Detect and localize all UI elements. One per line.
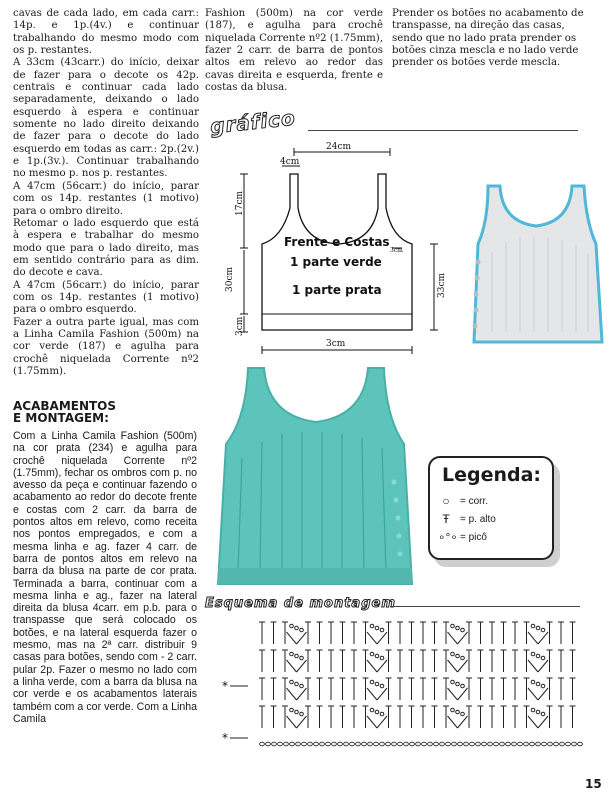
picot-mark	[295, 710, 299, 714]
chain-mark	[380, 742, 385, 746]
dim-3cm-left: 3cm	[235, 316, 245, 336]
picot-mark	[370, 652, 374, 656]
picot-mark	[300, 656, 304, 660]
fan-stroke	[297, 716, 307, 728]
chain-mark	[524, 742, 529, 746]
picot-mark	[451, 708, 455, 712]
chain-mark	[404, 742, 409, 746]
fan-stroke	[377, 688, 387, 700]
grafico-rule	[308, 130, 578, 131]
chain-mark	[272, 742, 277, 746]
fan-stroke	[377, 632, 387, 644]
chain-mark	[398, 742, 403, 746]
section-title	[13, 400, 203, 424]
fan-stroke	[458, 660, 468, 672]
green-top-photo	[208, 362, 422, 590]
legend-item	[438, 494, 488, 508]
picot-mark	[290, 624, 294, 628]
fan-stroke	[297, 632, 307, 644]
chain-mark	[446, 742, 451, 746]
picot-mark	[290, 652, 294, 656]
paragraph: cavas de cada lado, em cada carr.: 14p. e 1p.(4v.) e continuar trabalhando do mesmo modo com os p. restantes.	[13, 8, 199, 57]
chain-mark	[392, 742, 397, 746]
dim-3cm-small: 3cm	[390, 247, 403, 254]
fan-stroke	[287, 660, 297, 672]
picot-icon: ∘°∘	[438, 530, 458, 544]
picot-mark	[456, 682, 460, 686]
fan-stroke	[287, 688, 297, 700]
picot-mark	[300, 712, 304, 716]
grafico-banner: gráfico	[208, 105, 297, 139]
chain-mark	[458, 742, 463, 746]
chain-mark	[566, 742, 571, 746]
picot-mark	[375, 654, 379, 658]
picot-mark	[370, 624, 374, 628]
chain-mark	[578, 742, 583, 746]
chain-mark	[290, 742, 295, 746]
legend-item	[438, 512, 496, 526]
chain-mark	[440, 742, 445, 746]
fan-stroke	[367, 632, 377, 644]
legend-label: = corr.	[460, 495, 489, 507]
chain-mark	[422, 742, 427, 746]
picot-mark	[380, 628, 384, 632]
fan-stroke	[538, 660, 548, 672]
picot-mark	[300, 684, 304, 688]
chain-mark	[332, 742, 337, 746]
dim-17cm: 17cm	[235, 190, 245, 216]
row-marker: *	[222, 731, 228, 745]
fan-stroke	[287, 632, 297, 644]
picot-mark	[536, 710, 540, 714]
double-crochet-icon: Ŧ	[442, 512, 450, 526]
dim-4cm: 4cm	[280, 157, 300, 167]
chain-mark	[512, 742, 517, 746]
chain-mark	[278, 742, 283, 746]
chain-mark	[410, 742, 415, 746]
picot-mark	[295, 626, 299, 630]
fan-stroke	[528, 660, 538, 672]
fan-stroke	[528, 632, 538, 644]
fan-stroke	[297, 688, 307, 700]
chain-mark	[464, 742, 469, 746]
paragraph: Retomar o lado esquerdo que está à espera e trabalhar do mesmo modo que para o lado direito, mas em sentido contrário para as dim. do decote e cava.	[13, 217, 199, 279]
fan-stroke	[367, 716, 377, 728]
chain-mark	[572, 742, 577, 746]
picot-mark	[370, 708, 374, 712]
chain-mark	[362, 742, 367, 746]
picot-mark	[456, 626, 460, 630]
column-left	[13, 8, 199, 378]
picot-mark	[461, 712, 465, 716]
picot-mark	[295, 654, 299, 658]
picot-mark	[375, 710, 379, 714]
chain-mark	[434, 742, 439, 746]
chain-mark	[518, 742, 523, 746]
column-right	[392, 8, 584, 70]
legend-title: Legenda:	[442, 464, 542, 486]
picot-mark	[380, 656, 384, 660]
chain-mark	[536, 742, 541, 746]
chain-mark	[488, 742, 493, 746]
picot-mark	[461, 684, 465, 688]
dim-24cm: 24cm	[326, 142, 352, 152]
dim-33cm: 33cm	[437, 272, 447, 298]
fan-stroke	[287, 716, 297, 728]
chain-mark	[314, 742, 319, 746]
chain-mark	[560, 742, 565, 746]
picot-mark	[300, 628, 304, 632]
fan-stroke	[528, 688, 538, 700]
paragraph: A 47cm (56carr.) do início, parar com os 14p. restantes (1 motivo) para o ombro esquerdo.	[13, 279, 199, 316]
chain-mark	[368, 742, 373, 746]
picot-mark	[375, 626, 379, 630]
chain-mark	[476, 742, 481, 746]
fan-stroke	[367, 688, 377, 700]
paragraph: Fazer a outra parte igual, mas com a Linha Camila Fashion (500m) na cor verde (187) e agulha para crochê niquelada Corrente nº2 (1.75mm).	[13, 316, 199, 377]
page-number: 15	[585, 777, 602, 791]
diagram-label: 1 parte prata	[292, 283, 382, 297]
hem-band	[218, 568, 412, 584]
esquema-rule	[390, 606, 580, 607]
picot-mark	[531, 708, 535, 712]
picot-mark	[375, 682, 379, 686]
chain-icon: ○	[442, 494, 450, 508]
chain-mark	[554, 742, 559, 746]
fan-stroke	[448, 660, 458, 672]
fan-stroke	[538, 716, 548, 728]
picot-mark	[541, 628, 545, 632]
fan-stroke	[538, 688, 548, 700]
paragraph: A 33cm (43carr.) do início, deixar de fazer para o decote os 42p. centrais e continuar cada lado separadamente, deixando o lado esquerdo à espera e continuar somente no lado direito deixando de fazer para o decote do lado esquerdo em todas as carr.: 2p.(2v.) e 1p.(3v.). Continuar trabalhando no mesmo p. nos p. restantes.	[13, 57, 199, 180]
fan-stroke	[448, 632, 458, 644]
chain-mark	[482, 742, 487, 746]
picot-mark	[451, 652, 455, 656]
silver-top-shape	[474, 186, 602, 342]
chain-mark	[374, 742, 379, 746]
fan-stroke	[458, 688, 468, 700]
chain-mark	[344, 742, 349, 746]
picot-mark	[290, 680, 294, 684]
picot-mark	[451, 624, 455, 628]
picot-mark	[536, 626, 540, 630]
section-title-line: ACABAMENTOS	[13, 399, 117, 413]
chain-mark	[260, 742, 265, 746]
legend-box	[428, 456, 554, 560]
chain-mark	[386, 742, 391, 746]
fan-stroke	[367, 660, 377, 672]
fan-stroke	[448, 688, 458, 700]
chain-mark	[302, 742, 307, 746]
chain-mark	[296, 742, 301, 746]
picot-mark	[290, 708, 294, 712]
chain-mark	[338, 742, 343, 746]
legend-label: = p. alto	[460, 513, 496, 525]
fan-stroke	[538, 632, 548, 644]
fan-stroke	[458, 716, 468, 728]
paragraph: Fashion (500m) na cor verde (187), e agulha para crochê niquelada Corrente nº2 (1.75mm), fazer 2 carr. de barra de pontos altos em relevo ao redor das cavas direita e esquerda, frente e costas da blusa.	[205, 8, 383, 94]
picot-mark	[531, 680, 535, 684]
chain-mark	[494, 742, 499, 746]
picot-mark	[380, 684, 384, 688]
picot-mark	[531, 652, 535, 656]
stitch-chart	[222, 614, 592, 764]
paragraph: Com a Linha Camila Fashion (500m) na cor prata (234) e agulha para crochê niquelada Corrente nº2 (1.75mm), fechar os ombros com p. no avesso da peça e continuar fazendo o acabamento ao redor do decote frente e costas com 2 carr. da barra de pontos altos em relevo, como receita nos pontos empregados, e com a mesma linha e ag. fazer 4 carr. de barra de pontos altos em relevo na barra da blusa na parte de cor prata. Terminada a barra, continuar com a mesma linha e ag., fazer na lateral direita da blusa 4carr. em p.b. para o transpasse que será colocado os botões, e na lateral esquerda fazer o mesmo, mas na 2ª carr. distribuir 9 casas para botões, sendo com - 2 carr. pular 2p. Fazer o mesmo no lado com a linha verde, com a barra da blusa na cor verde e os acabamentos laterais também com a cor verde. Com a Linha Camila	[13, 430, 197, 725]
chain-mark	[506, 742, 511, 746]
chain-mark	[356, 742, 361, 746]
fan-stroke	[377, 716, 387, 728]
fan-stroke	[448, 716, 458, 728]
picot-mark	[531, 624, 535, 628]
chain-mark	[284, 742, 289, 746]
chain-mark	[308, 742, 313, 746]
diagram-label: Frente e Costas	[284, 235, 390, 249]
fan-stroke	[458, 632, 468, 644]
dim-30cm: 30cm	[225, 266, 235, 292]
picot-mark	[370, 680, 374, 684]
chain-mark	[548, 742, 553, 746]
picot-mark	[541, 656, 545, 660]
row-marker: *	[222, 679, 228, 693]
picot-mark	[536, 682, 540, 686]
picot-mark	[461, 656, 465, 660]
chain-mark	[326, 742, 331, 746]
picot-mark	[461, 628, 465, 632]
fan-stroke	[377, 660, 387, 672]
chain-mark	[470, 742, 475, 746]
fan-stroke	[297, 660, 307, 672]
chain-mark	[266, 742, 271, 746]
chain-mark	[500, 742, 505, 746]
picot-mark	[541, 712, 545, 716]
silver-top-photo	[462, 182, 612, 348]
paragraph: A 47cm (56carr.) do início, parar com os 14p. restantes (1 motivo) para o ombro direito.	[13, 180, 199, 217]
picot-mark	[451, 680, 455, 684]
picot-mark	[456, 654, 460, 658]
picot-mark	[295, 682, 299, 686]
section-text	[13, 430, 197, 725]
chain-mark	[530, 742, 535, 746]
picot-mark	[456, 710, 460, 714]
section-title-line: E MONTAGEM:	[13, 411, 109, 425]
legend-item	[438, 530, 487, 544]
esquema-banner: Esquema de montagem	[205, 596, 396, 611]
picot-mark	[541, 684, 545, 688]
chain-mark	[428, 742, 433, 746]
diagram-label: 1 parte verde	[290, 255, 382, 269]
column-middle	[205, 8, 383, 94]
schematic-diagram	[222, 138, 458, 360]
chain-mark	[452, 742, 457, 746]
chain-mark	[320, 742, 325, 746]
legend-label: = picô	[460, 531, 487, 543]
dim-3cm-bottom: 3cm	[326, 339, 346, 349]
chain-mark	[542, 742, 547, 746]
paragraph: Prender os botões no acabamento de transpasse, na direção das casas, sendo que no lado prata prender os botões cinza mescla e no lado verde prender os botões verde mescla.	[392, 8, 584, 69]
picot-mark	[380, 712, 384, 716]
fan-stroke	[528, 716, 538, 728]
picot-mark	[536, 654, 540, 658]
chain-mark	[350, 742, 355, 746]
chain-mark	[416, 742, 421, 746]
